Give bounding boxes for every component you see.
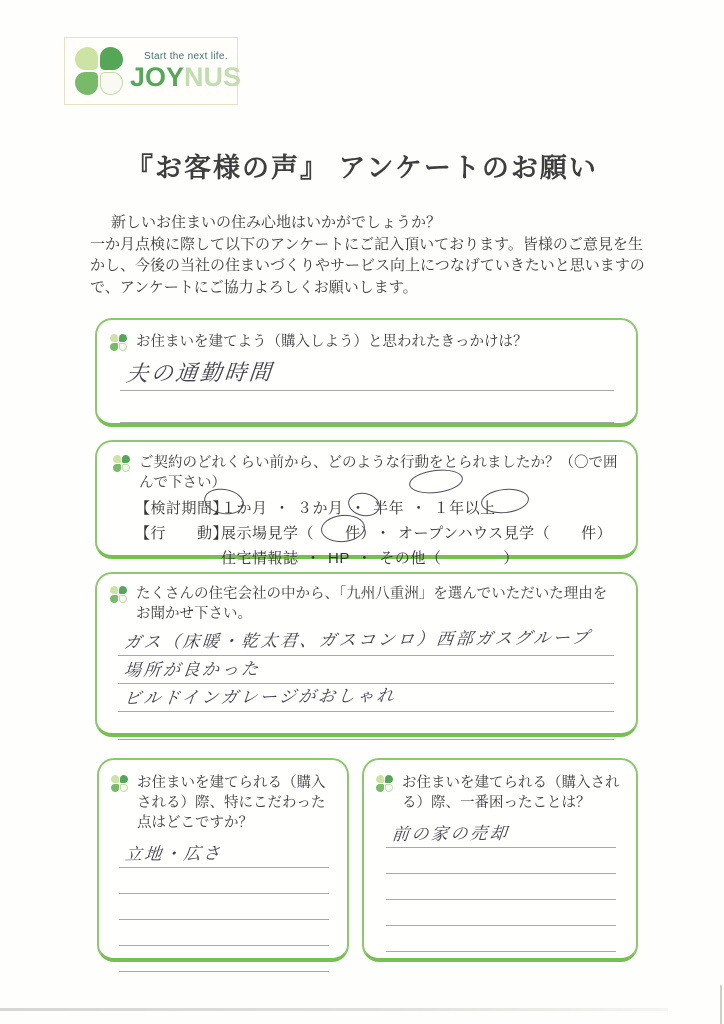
clover-leaf — [111, 784, 119, 792]
clover-bullet-icon — [376, 775, 393, 792]
clover-leaf — [122, 464, 130, 472]
clover-leaf — [120, 784, 128, 792]
handwritten-answer: ビルドインガレージがおしゃれ — [123, 686, 397, 709]
option-row-period — [135, 497, 636, 518]
clover-bullet-icon — [110, 586, 127, 603]
answer-area — [119, 842, 329, 972]
option-exhibition-visit: 展示場見学（ 件） — [221, 525, 369, 542]
option-3month: ３か月 — [297, 500, 344, 517]
handwritten-answer: 前の家の売却 — [391, 823, 511, 845]
question-box-biggest-trouble — [362, 758, 638, 962]
answer-line — [386, 822, 616, 848]
logo-brand-nus: NUS — [184, 61, 242, 92]
option-over1year: １年以上 — [433, 500, 496, 517]
intro-paragraph-1: 新しいお住まいの住み心地はいかがでしょうか？ — [111, 214, 442, 231]
intro-text — [90, 212, 646, 298]
scan-edge-artifact — [720, 985, 722, 1024]
option-housing-magazine: 住宅情報誌 — [221, 550, 299, 567]
clover-leaf — [385, 775, 393, 783]
clover-leaf — [376, 784, 384, 792]
clover-leaf — [119, 343, 127, 351]
answer-line — [120, 359, 614, 391]
question-box-reason — [95, 572, 638, 737]
clover-bullet-icon — [110, 334, 127, 351]
scan-edge-artifact — [0, 1008, 668, 1011]
clover-leaf — [75, 72, 98, 95]
option-separator: ・ — [274, 500, 291, 517]
answer-line-blank — [118, 712, 614, 740]
clover-leaf — [110, 595, 118, 603]
option-hp: HP — [328, 550, 350, 567]
question-box-particular-points — [97, 758, 349, 962]
logo-brand-joy: JOY — [130, 61, 185, 92]
answer-line-blank — [386, 874, 616, 900]
question-text: お住まいを建てられる（購入される）際、一番困ったことは？ — [402, 775, 620, 811]
option-separator: ・ — [411, 500, 427, 517]
clover-leaf — [119, 334, 127, 342]
answer-line-blank — [386, 926, 616, 952]
option-halfyear: 半年 — [373, 500, 405, 517]
clover-leaf — [376, 775, 384, 783]
handwritten-answer: 夫の通勤時間 — [125, 359, 275, 387]
answer-line — [119, 842, 329, 868]
answer-line — [118, 684, 614, 712]
question-text: ご契約のどれくらい前から、どのような行動をとられましたか？（〇で囲んで下さい） — [139, 455, 618, 491]
intro-paragraph-2: 一か月点検に際して以下のアンケートにご記入頂いております。皆様のご意見を生かし、今後の当社の住まいづくりやサービス向上につなげていきたいと思いますので、アンケートにご協力よろしくお願いします。 — [90, 235, 645, 296]
period-label: 【検討期間】 — [135, 500, 229, 517]
logo-tagline: Start the next life. — [144, 50, 228, 62]
answer-line — [118, 656, 614, 684]
answer-line-blank — [119, 920, 329, 946]
clover-leaf — [120, 775, 128, 783]
clover-logo-icon — [75, 47, 123, 95]
action-label: 【行 動】 — [135, 525, 229, 542]
option-1month: １か月 — [221, 500, 268, 517]
option-separator: ・ — [356, 550, 373, 567]
page-title: 『お客様の声』 アンケートのお願い — [126, 153, 598, 183]
answer-line-blank — [386, 848, 616, 874]
handwritten-answer: 立地・広さ — [124, 843, 224, 865]
handwritten-answer: ガス（床暖・乾太君、ガスコンロ）西部ガスグループ — [123, 628, 593, 653]
logo-text — [130, 52, 241, 91]
option-separator: ・ — [375, 525, 392, 542]
answer-line-blank — [119, 868, 329, 894]
handwritten-answer: 場所が良かった — [123, 659, 262, 681]
option-row-action-1 — [135, 522, 636, 543]
clover-leaf — [385, 784, 393, 792]
clover-leaf — [75, 47, 98, 70]
company-logo — [64, 37, 242, 105]
answer-area — [118, 628, 614, 740]
question-box-motivation — [95, 318, 638, 427]
answer-line-blank — [119, 894, 329, 920]
clover-leaf — [100, 72, 123, 95]
option-separator: ・ — [305, 550, 322, 567]
answer-area — [386, 822, 616, 952]
option-separator: ・ — [350, 500, 367, 517]
answer-line-blank — [386, 900, 616, 926]
clover-leaf — [122, 455, 130, 463]
clover-leaf — [111, 775, 119, 783]
option-other: その他（ ） — [379, 550, 519, 567]
clover-bullet-icon — [113, 455, 130, 472]
question-text: お住まいを建てよう（購入しよう）と思われたきっかけは？ — [136, 334, 528, 350]
question-box-actions — [95, 440, 638, 567]
answer-line-blank — [119, 946, 329, 972]
answer-line — [118, 628, 614, 656]
question-text: お住まいを建てられる（購入される）際、特にこだわった点はどこですか？ — [137, 775, 326, 831]
logo-brand — [130, 61, 242, 92]
option-row-action-2 — [221, 547, 636, 568]
question-text: たくさんの住宅会社の中から、「九州八重洲」を選んでいただいた理由をお聞かせ下さい。 — [136, 586, 608, 622]
clover-leaf — [119, 595, 127, 603]
clover-leaf — [110, 334, 118, 342]
clover-leaf — [119, 586, 127, 594]
clover-leaf — [113, 464, 121, 472]
clover-leaf — [110, 343, 118, 351]
answer-line-blank — [120, 391, 614, 423]
clover-bullet-icon — [111, 775, 128, 792]
clover-leaf — [100, 47, 123, 70]
clover-leaf — [113, 455, 121, 463]
answer-area — [120, 359, 614, 423]
clover-leaf — [110, 586, 118, 594]
option-openhouse-visit: オープンハウス見学（ 件） — [398, 525, 613, 542]
